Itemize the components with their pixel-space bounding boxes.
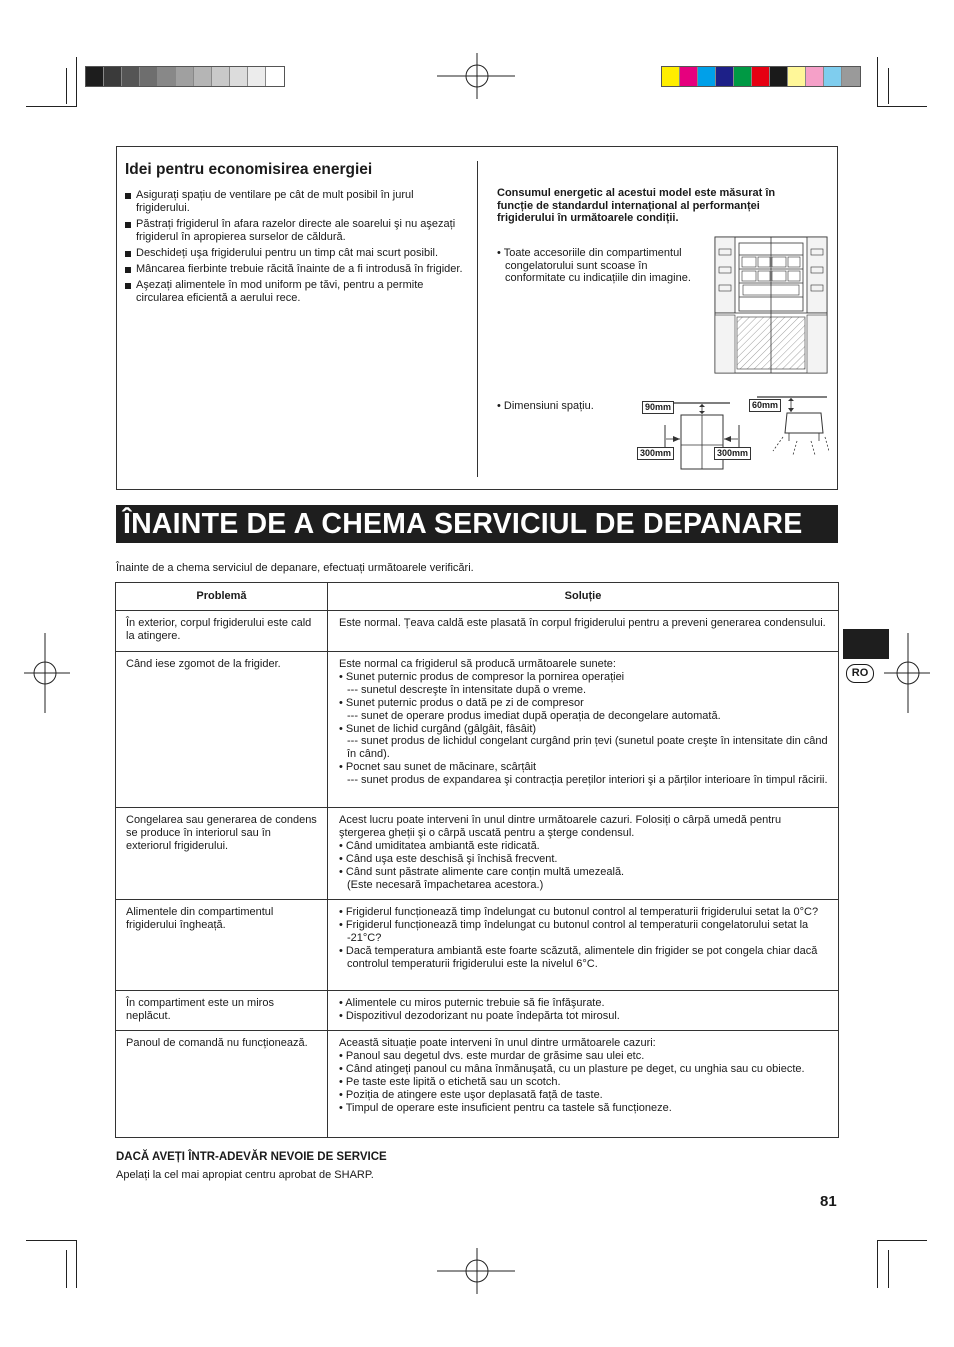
calibration-swatch bbox=[788, 67, 806, 86]
troubleshooting-table bbox=[115, 582, 839, 1138]
calibration-swatch bbox=[824, 67, 842, 86]
table-row bbox=[116, 1031, 839, 1138]
calibration-swatch bbox=[176, 67, 194, 86]
calibration-swatch bbox=[662, 67, 680, 86]
calibration-swatch bbox=[140, 67, 158, 86]
energy-tip: Mâncarea fierbinte trebuie răcită înainte de a fi introdusă în frigider. bbox=[125, 263, 463, 276]
energy-title: Idei pentru economisirea energiei bbox=[125, 161, 373, 178]
header-problem: Problemă bbox=[116, 583, 328, 611]
calibration-swatch bbox=[194, 67, 212, 86]
table-row bbox=[116, 611, 839, 652]
calibration-swatch bbox=[680, 67, 698, 86]
solution-cell bbox=[328, 1031, 839, 1138]
solution-line: --- sunet produs de lichidul congelant curgând prin țevi (sunetul poate creşte în intensitate din când în când). bbox=[347, 735, 828, 761]
problem-cell: Panoul de comandă nu funcționează. bbox=[116, 1031, 328, 1138]
solution-line: • Pe taste este lipită o etichetă sau un scotch. bbox=[339, 1075, 561, 1088]
solution-line: • Timpul de operare este insuficient pentru ca tastele să funcționeze. bbox=[339, 1101, 672, 1114]
solution-line: Este normal. Țeava caldă este plasată în corpul frigiderului pentru a preveni generarea condensului. bbox=[339, 617, 826, 629]
calibration-swatch bbox=[266, 67, 284, 86]
solution-line: • Când atingeți panoul cu mâna înmănuşată, cu un plasture pe deget, cu unghia sau cu obiecte. bbox=[339, 1062, 805, 1075]
service-title: DACĂ AVEȚI ÎNTR-ADEVĂR NEVOIE DE SERVICE bbox=[116, 1151, 387, 1163]
registration-target-top bbox=[437, 53, 517, 99]
solution-line: Această situație poate interveni în unul dintre următoarele cazuri: bbox=[339, 1037, 656, 1049]
solution-line: Acest lucru poate interveni în unul dintre următoarele cazuri. Folosiți o cârpă umedă pentru ştergerea gheții şi o cârpă uscată pentru a şterge condensul. bbox=[339, 814, 782, 839]
solution-line: • Dacă temperatura ambiantă este foarte scăzută, alimentele din frigider se pot congela chiar dacă controlul temperaturii frigiderului este la nivelul 6°C. bbox=[339, 944, 818, 970]
calibration-swatch bbox=[770, 67, 788, 86]
calibration-swatch bbox=[230, 67, 248, 86]
energy-tip: Asigurați spațiu de ventilare pe cât de mult posibil în jurul frigiderului. bbox=[125, 189, 463, 215]
calibration-swatch bbox=[716, 67, 734, 86]
problem-cell: În compartiment este un miros neplăcut. bbox=[116, 991, 328, 1031]
problem-cell: Când iese zgomot de la frigider. bbox=[116, 652, 328, 808]
problem-cell: Alimentele din compartimentul frigiderului îngheață. bbox=[116, 900, 328, 991]
solution-line: • Pocnet sau sunet de măcinare, scârțâit bbox=[339, 761, 537, 774]
section-heading: ÎNAINTE DE A CHEMA SERVICIUL DE DEPANARE bbox=[116, 505, 838, 543]
solution-cell bbox=[328, 808, 839, 900]
energy-measure-lead: Consumul energetic al acestui model este măsurat în funcție de standardul internațional al performanței frigiderului în următoarele condiții. bbox=[497, 187, 776, 224]
table-row bbox=[116, 991, 839, 1031]
gray-calibration-swatches bbox=[85, 66, 285, 87]
energy-box-divider bbox=[477, 161, 478, 477]
registration-target-left bbox=[24, 633, 70, 713]
calibration-swatch bbox=[158, 67, 176, 86]
calibration-swatch bbox=[698, 67, 716, 86]
registration-target-bottom bbox=[437, 1248, 517, 1294]
header-solution: Soluție bbox=[328, 583, 839, 611]
calibration-swatch bbox=[86, 67, 104, 86]
solution-line: • Sunet puternic produs o dată pe zi de compresor bbox=[339, 696, 584, 709]
problem-cell: În exterior, corpul frigiderului este cald la atingere. bbox=[116, 611, 328, 652]
solution-line: Este normal ca frigiderul să producă următoarele sunete: bbox=[339, 658, 616, 670]
page-number: 81 bbox=[820, 1193, 837, 1210]
table-row bbox=[116, 652, 839, 808]
solution-line: • Frigiderul funcționează timp îndelungat cu butonul control al temperaturii frigiderului setat la 0°C? bbox=[339, 906, 819, 918]
table-row bbox=[116, 900, 839, 991]
table-body bbox=[116, 611, 839, 1138]
solution-line: • Frigiderul funcționează timp îndelungat cu butonul control al temperaturii congelatorului setat la -21°C? bbox=[339, 918, 809, 944]
solution-cell bbox=[328, 652, 839, 808]
calibration-swatch bbox=[842, 67, 860, 86]
solution-line: • Când uşa este deschisă şi închisă frecvent. bbox=[339, 852, 558, 865]
calibration-swatch bbox=[104, 67, 122, 86]
solution-cell bbox=[328, 900, 839, 991]
calibration-swatch bbox=[122, 67, 140, 86]
accessories-note: • Toate accesoriile din compartimentul congelatorului sunt scoase în conformitate cu indicațiile din imagine. bbox=[497, 247, 691, 284]
registration-target-right bbox=[884, 633, 930, 713]
calibration-swatch bbox=[806, 67, 824, 86]
solution-line: --- sunet de operare produs imediat după operația de decongelare automată. bbox=[347, 709, 721, 722]
energy-tip: Păstrați frigiderul în afara razelor directe ale soarelui şi nu aşezați frigiderul în apropierea surselor de căldură. bbox=[125, 218, 463, 244]
table-row bbox=[116, 808, 839, 900]
solution-line: • Dispozitivul dezodorizant nu poate îndepărta tot mirosul. bbox=[339, 1009, 620, 1022]
energy-tip: Aşezați alimentele în mod uniform pe tăvi, pentru a permite circularea eficientă a aerului rece. bbox=[125, 279, 463, 305]
rear-gap-label: 60mm bbox=[749, 399, 781, 412]
refrigerator-interior-illustration bbox=[711, 235, 831, 375]
problem-cell: Congelarea sau generarea de condens se produce în interiorul sau în exteriorul frigiderului. bbox=[116, 808, 328, 900]
solution-line: • Panoul sau degetul dvs. este murdar de grăsime sau ulei etc. bbox=[339, 1049, 645, 1062]
energy-tip: Deschideți uşa frigiderului pentru un timp cât mai scurt posibil. bbox=[125, 247, 463, 260]
solution-line: --- sunet produs de expandarea şi contracția pereților interiori şi a părților interioare în timpul răcirii. bbox=[347, 774, 828, 787]
calibration-swatch bbox=[248, 67, 266, 86]
energy-saving-box bbox=[116, 146, 838, 490]
solution-line: (Este necesară împachetarea acestora.) bbox=[347, 878, 544, 891]
service-text: Apelați la cel mai apropiat centru aprobat de SHARP. bbox=[116, 1169, 374, 1181]
energy-tips-list bbox=[125, 189, 463, 308]
solution-line: --- sunetul descreşte în intensitate după o vreme. bbox=[347, 683, 587, 696]
calibration-swatch bbox=[752, 67, 770, 86]
solution-line: • Când sunt păstrate alimente care conțin multă umezeală. bbox=[339, 865, 625, 878]
table-header-row bbox=[116, 583, 839, 611]
solution-line: • Când umiditatea ambiantă este ridicată. bbox=[339, 839, 540, 852]
calibration-swatch bbox=[734, 67, 752, 86]
space-note: • Dimensiuni spațiu. bbox=[497, 400, 594, 412]
solution-line: • Sunet puternic produs de compresor la pornirea operației bbox=[339, 670, 625, 683]
color-calibration-swatches bbox=[661, 66, 861, 87]
language-side-tab bbox=[843, 629, 889, 659]
intro-text: Înainte de a chema serviciul de depanare, efectuați următoarele verificări. bbox=[116, 562, 474, 574]
right-gap-label: 300mm bbox=[714, 447, 751, 460]
top-gap-label: 90mm bbox=[642, 401, 674, 414]
solution-line: • Sunet de lichid curgând (gâlgâit, fâsâit) bbox=[339, 722, 537, 735]
left-gap-label: 300mm bbox=[637, 447, 674, 460]
language-badge: RO bbox=[846, 664, 874, 683]
solution-line: • Poziția de atingere este uşor deplasată față de taste. bbox=[339, 1088, 603, 1101]
solution-cell bbox=[328, 611, 839, 652]
solution-cell bbox=[328, 991, 839, 1031]
solution-line: • Alimentele cu miros puternic trebuie să fie înfăşurate. bbox=[339, 997, 605, 1009]
calibration-swatch bbox=[212, 67, 230, 86]
